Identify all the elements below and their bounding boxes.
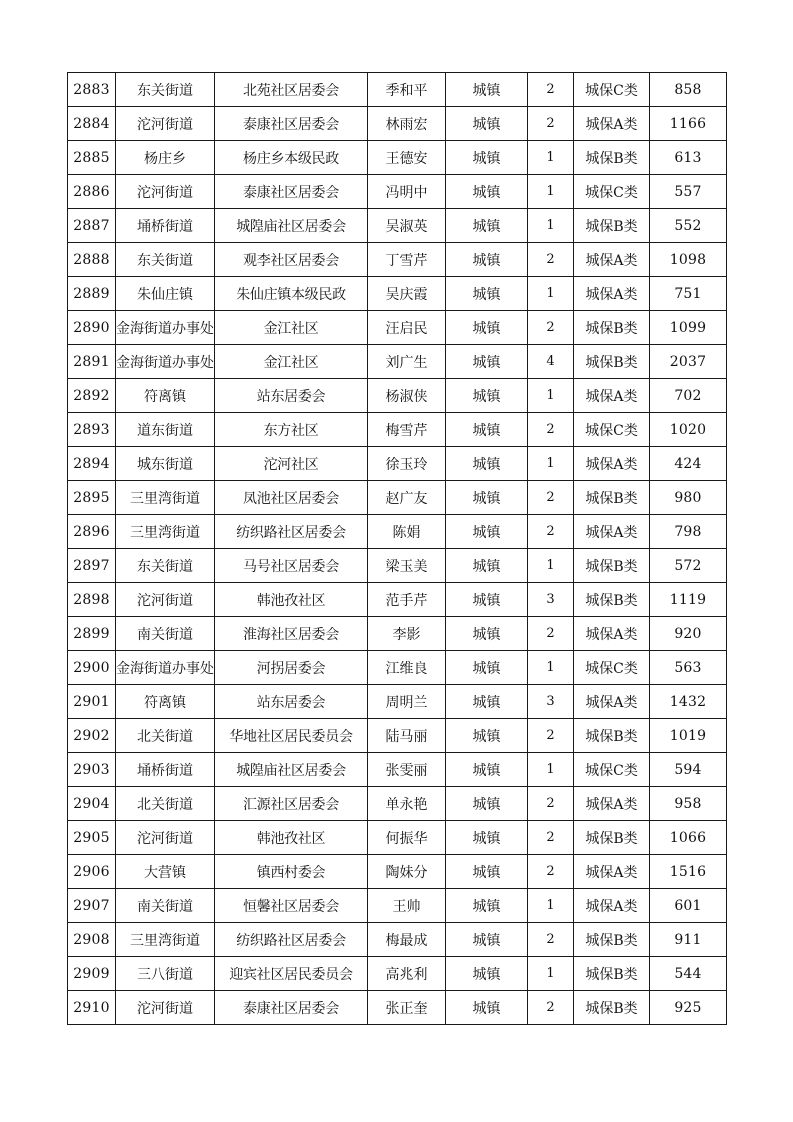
area-type-cell: 城镇 [446, 447, 528, 481]
table-row [68, 685, 727, 719]
name-cell: 冯明中 [368, 175, 446, 209]
category-cell: 城保A类 [574, 889, 650, 923]
amount-cell: 751 [650, 277, 727, 311]
name-cell: 杨淑侠 [368, 379, 446, 413]
street-cell: 东关街道 [116, 549, 215, 583]
category-cell: 城保B类 [574, 481, 650, 515]
category-cell: 城保A类 [574, 787, 650, 821]
amount-cell: 572 [650, 549, 727, 583]
category-cell: 城保B类 [574, 311, 650, 345]
area-type-cell: 城镇 [446, 957, 528, 991]
serial-number-cell: 2894 [68, 447, 116, 481]
household-size-cell: 1 [528, 277, 574, 311]
area-type-cell: 城镇 [446, 277, 528, 311]
serial-number-cell: 2889 [68, 277, 116, 311]
area-type-cell: 城镇 [446, 175, 528, 209]
name-cell: 何振华 [368, 821, 446, 855]
category-cell: 城保A类 [574, 107, 650, 141]
serial-number-cell: 2885 [68, 141, 116, 175]
area-type-cell: 城镇 [446, 685, 528, 719]
household-size-cell: 2 [528, 481, 574, 515]
name-cell: 单永艳 [368, 787, 446, 821]
table-row [68, 719, 727, 753]
category-cell: 城保B类 [574, 549, 650, 583]
serial-number-cell: 2891 [68, 345, 116, 379]
household-size-cell: 2 [528, 855, 574, 889]
name-cell: 吴淑英 [368, 209, 446, 243]
area-type-cell: 城镇 [446, 719, 528, 753]
table-row [68, 481, 727, 515]
category-cell: 城保C类 [574, 175, 650, 209]
area-type-cell: 城镇 [446, 73, 528, 107]
household-size-cell: 1 [528, 141, 574, 175]
household-size-cell: 1 [528, 753, 574, 787]
household-size-cell: 2 [528, 413, 574, 447]
name-cell: 王德安 [368, 141, 446, 175]
street-cell: 埇桥街道 [116, 753, 215, 787]
category-cell: 城保A类 [574, 243, 650, 277]
serial-number-cell: 2886 [68, 175, 116, 209]
category-cell: 城保A类 [574, 617, 650, 651]
serial-number-cell: 2884 [68, 107, 116, 141]
household-size-cell: 1 [528, 209, 574, 243]
table-row [68, 753, 727, 787]
table-row [68, 991, 727, 1025]
community-cell: 金江社区 [215, 311, 368, 345]
category-cell: 城保B类 [574, 209, 650, 243]
table-row [68, 413, 727, 447]
area-type-cell: 城镇 [446, 413, 528, 447]
category-cell: 城保B类 [574, 719, 650, 753]
table-row [68, 549, 727, 583]
community-cell: 马号社区居委会 [215, 549, 368, 583]
household-size-cell: 2 [528, 243, 574, 277]
household-size-cell: 2 [528, 107, 574, 141]
area-type-cell: 城镇 [446, 923, 528, 957]
community-cell: 河拐居委会 [215, 651, 368, 685]
table-row [68, 617, 727, 651]
community-cell: 朱仙庄镇本级民政 [215, 277, 368, 311]
street-cell: 三里湾街道 [116, 515, 215, 549]
amount-cell: 557 [650, 175, 727, 209]
area-type-cell: 城镇 [446, 821, 528, 855]
street-cell: 符离镇 [116, 379, 215, 413]
amount-cell: 424 [650, 447, 727, 481]
name-cell: 江维良 [368, 651, 446, 685]
amount-cell: 920 [650, 617, 727, 651]
community-cell: 观李社区居委会 [215, 243, 368, 277]
name-cell: 汪启民 [368, 311, 446, 345]
table-row [68, 787, 727, 821]
name-cell: 林雨宏 [368, 107, 446, 141]
name-cell: 李影 [368, 617, 446, 651]
serial-number-cell: 2896 [68, 515, 116, 549]
community-cell: 沱河社区 [215, 447, 368, 481]
serial-number-cell: 2888 [68, 243, 116, 277]
serial-number-cell: 2897 [68, 549, 116, 583]
amount-cell: 552 [650, 209, 727, 243]
community-cell: 淮海社区居委会 [215, 617, 368, 651]
household-size-cell: 2 [528, 617, 574, 651]
street-cell: 沱河街道 [116, 991, 215, 1025]
table-row [68, 583, 727, 617]
street-cell: 沱河街道 [116, 107, 215, 141]
amount-cell: 858 [650, 73, 727, 107]
category-cell: 城保A类 [574, 447, 650, 481]
community-cell: 站东居委会 [215, 685, 368, 719]
amount-cell: 911 [650, 923, 727, 957]
table-row [68, 889, 727, 923]
table-row [68, 957, 727, 991]
table-row [68, 855, 727, 889]
table-row [68, 821, 727, 855]
household-size-cell: 1 [528, 549, 574, 583]
community-cell: 迎宾社区居民委员会 [215, 957, 368, 991]
name-cell: 范手芹 [368, 583, 446, 617]
area-type-cell: 城镇 [446, 651, 528, 685]
area-type-cell: 城镇 [446, 617, 528, 651]
community-cell: 韩池孜社区 [215, 583, 368, 617]
serial-number-cell: 2887 [68, 209, 116, 243]
serial-number-cell: 2900 [68, 651, 116, 685]
street-cell: 三八街道 [116, 957, 215, 991]
amount-cell: 1098 [650, 243, 727, 277]
name-cell: 张雯丽 [368, 753, 446, 787]
category-cell: 城保B类 [574, 821, 650, 855]
area-type-cell: 城镇 [446, 243, 528, 277]
table-row [68, 73, 727, 107]
amount-cell: 544 [650, 957, 727, 991]
table-row [68, 277, 727, 311]
household-size-cell: 2 [528, 719, 574, 753]
street-cell: 三里湾街道 [116, 923, 215, 957]
name-cell: 陆马丽 [368, 719, 446, 753]
records-table [67, 72, 727, 1025]
serial-number-cell: 2902 [68, 719, 116, 753]
street-cell: 三里湾街道 [116, 481, 215, 515]
community-cell: 城隍庙社区居委会 [215, 209, 368, 243]
household-size-cell: 2 [528, 787, 574, 821]
amount-cell: 1166 [650, 107, 727, 141]
community-cell: 城隍庙社区居委会 [215, 753, 368, 787]
amount-cell: 702 [650, 379, 727, 413]
category-cell: 城保B类 [574, 583, 650, 617]
household-size-cell: 3 [528, 685, 574, 719]
amount-cell: 601 [650, 889, 727, 923]
serial-number-cell: 2908 [68, 923, 116, 957]
name-cell: 季和平 [368, 73, 446, 107]
serial-number-cell: 2899 [68, 617, 116, 651]
amount-cell: 958 [650, 787, 727, 821]
name-cell: 吴庆霞 [368, 277, 446, 311]
household-size-cell: 1 [528, 651, 574, 685]
street-cell: 北关街道 [116, 719, 215, 753]
serial-number-cell: 2910 [68, 991, 116, 1025]
street-cell: 沱河街道 [116, 821, 215, 855]
serial-number-cell: 2907 [68, 889, 116, 923]
table-row [68, 243, 727, 277]
street-cell: 东关街道 [116, 243, 215, 277]
street-cell: 沱河街道 [116, 583, 215, 617]
amount-cell: 594 [650, 753, 727, 787]
street-cell: 北关街道 [116, 787, 215, 821]
area-type-cell: 城镇 [446, 787, 528, 821]
serial-number-cell: 2890 [68, 311, 116, 345]
serial-number-cell: 2898 [68, 583, 116, 617]
name-cell: 梅雪芹 [368, 413, 446, 447]
serial-number-cell: 2903 [68, 753, 116, 787]
area-type-cell: 城镇 [446, 107, 528, 141]
name-cell: 张正奎 [368, 991, 446, 1025]
household-size-cell: 2 [528, 311, 574, 345]
table-body [68, 73, 727, 1025]
area-type-cell: 城镇 [446, 889, 528, 923]
name-cell: 梅最成 [368, 923, 446, 957]
name-cell: 王帅 [368, 889, 446, 923]
area-type-cell: 城镇 [446, 991, 528, 1025]
street-cell: 东关街道 [116, 73, 215, 107]
area-type-cell: 城镇 [446, 379, 528, 413]
category-cell: 城保C类 [574, 73, 650, 107]
household-size-cell: 1 [528, 957, 574, 991]
amount-cell: 2037 [650, 345, 727, 379]
category-cell: 城保B类 [574, 345, 650, 379]
community-cell: 北苑社区居委会 [215, 73, 368, 107]
street-cell: 金海街道办事处 [116, 345, 215, 379]
name-cell: 徐玉玲 [368, 447, 446, 481]
amount-cell: 925 [650, 991, 727, 1025]
street-cell: 道东街道 [116, 413, 215, 447]
table-row [68, 175, 727, 209]
serial-number-cell: 2895 [68, 481, 116, 515]
area-type-cell: 城镇 [446, 311, 528, 345]
household-size-cell: 2 [528, 991, 574, 1025]
household-size-cell: 2 [528, 923, 574, 957]
name-cell: 陈娟 [368, 515, 446, 549]
name-cell: 刘广生 [368, 345, 446, 379]
category-cell: 城保B类 [574, 991, 650, 1025]
category-cell: 城保B类 [574, 923, 650, 957]
table-row [68, 515, 727, 549]
name-cell: 周明兰 [368, 685, 446, 719]
household-size-cell: 1 [528, 379, 574, 413]
table-row [68, 209, 727, 243]
community-cell: 汇源社区居委会 [215, 787, 368, 821]
serial-number-cell: 2906 [68, 855, 116, 889]
serial-number-cell: 2901 [68, 685, 116, 719]
category-cell: 城保C类 [574, 413, 650, 447]
category-cell: 城保B类 [574, 957, 650, 991]
household-size-cell: 1 [528, 447, 574, 481]
street-cell: 金海街道办事处 [116, 651, 215, 685]
community-cell: 恒馨社区居委会 [215, 889, 368, 923]
serial-number-cell: 2883 [68, 73, 116, 107]
community-cell: 金江社区 [215, 345, 368, 379]
community-cell: 杨庄乡本级民政 [215, 141, 368, 175]
serial-number-cell: 2909 [68, 957, 116, 991]
community-cell: 泰康社区居委会 [215, 175, 368, 209]
name-cell: 梁玉美 [368, 549, 446, 583]
household-size-cell: 4 [528, 345, 574, 379]
street-cell: 大营镇 [116, 855, 215, 889]
table-row [68, 141, 727, 175]
community-cell: 纺织路社区居委会 [215, 923, 368, 957]
serial-number-cell: 2892 [68, 379, 116, 413]
table-row [68, 107, 727, 141]
category-cell: 城保B类 [574, 141, 650, 175]
street-cell: 符离镇 [116, 685, 215, 719]
area-type-cell: 城镇 [446, 549, 528, 583]
table-row [68, 923, 727, 957]
serial-number-cell: 2905 [68, 821, 116, 855]
community-cell: 韩池孜社区 [215, 821, 368, 855]
community-cell: 东方社区 [215, 413, 368, 447]
household-size-cell: 2 [528, 515, 574, 549]
name-cell: 丁雪芹 [368, 243, 446, 277]
household-size-cell: 3 [528, 583, 574, 617]
name-cell: 高兆利 [368, 957, 446, 991]
community-cell: 凤池社区居委会 [215, 481, 368, 515]
amount-cell: 1066 [650, 821, 727, 855]
community-cell: 泰康社区居委会 [215, 991, 368, 1025]
street-cell: 杨庄乡 [116, 141, 215, 175]
serial-number-cell: 2893 [68, 413, 116, 447]
amount-cell: 613 [650, 141, 727, 175]
serial-number-cell: 2904 [68, 787, 116, 821]
area-type-cell: 城镇 [446, 855, 528, 889]
area-type-cell: 城镇 [446, 141, 528, 175]
community-cell: 镇西村委会 [215, 855, 368, 889]
name-cell: 陶妹分 [368, 855, 446, 889]
household-size-cell: 1 [528, 889, 574, 923]
category-cell: 城保A类 [574, 515, 650, 549]
street-cell: 朱仙庄镇 [116, 277, 215, 311]
amount-cell: 798 [650, 515, 727, 549]
category-cell: 城保C类 [574, 651, 650, 685]
category-cell: 城保A类 [574, 379, 650, 413]
street-cell: 金海街道办事处 [116, 311, 215, 345]
amount-cell: 1119 [650, 583, 727, 617]
household-size-cell: 2 [528, 73, 574, 107]
table-row [68, 311, 727, 345]
street-cell: 南关街道 [116, 617, 215, 651]
community-cell: 站东居委会 [215, 379, 368, 413]
amount-cell: 563 [650, 651, 727, 685]
street-cell: 南关街道 [116, 889, 215, 923]
amount-cell: 980 [650, 481, 727, 515]
name-cell: 赵广友 [368, 481, 446, 515]
household-size-cell: 2 [528, 821, 574, 855]
category-cell: 城保A类 [574, 685, 650, 719]
community-cell: 泰康社区居委会 [215, 107, 368, 141]
area-type-cell: 城镇 [446, 209, 528, 243]
table-row [68, 447, 727, 481]
street-cell: 埇桥街道 [116, 209, 215, 243]
amount-cell: 1020 [650, 413, 727, 447]
category-cell: 城保A类 [574, 855, 650, 889]
table-row [68, 651, 727, 685]
community-cell: 纺织路社区居委会 [215, 515, 368, 549]
household-size-cell: 1 [528, 175, 574, 209]
street-cell: 城东街道 [116, 447, 215, 481]
table-row [68, 379, 727, 413]
area-type-cell: 城镇 [446, 753, 528, 787]
amount-cell: 1099 [650, 311, 727, 345]
table-row [68, 345, 727, 379]
amount-cell: 1432 [650, 685, 727, 719]
area-type-cell: 城镇 [446, 481, 528, 515]
amount-cell: 1019 [650, 719, 727, 753]
category-cell: 城保C类 [574, 753, 650, 787]
street-cell: 沱河街道 [116, 175, 215, 209]
area-type-cell: 城镇 [446, 583, 528, 617]
area-type-cell: 城镇 [446, 345, 528, 379]
amount-cell: 1516 [650, 855, 727, 889]
community-cell: 华地社区居民委员会 [215, 719, 368, 753]
category-cell: 城保A类 [574, 277, 650, 311]
area-type-cell: 城镇 [446, 515, 528, 549]
